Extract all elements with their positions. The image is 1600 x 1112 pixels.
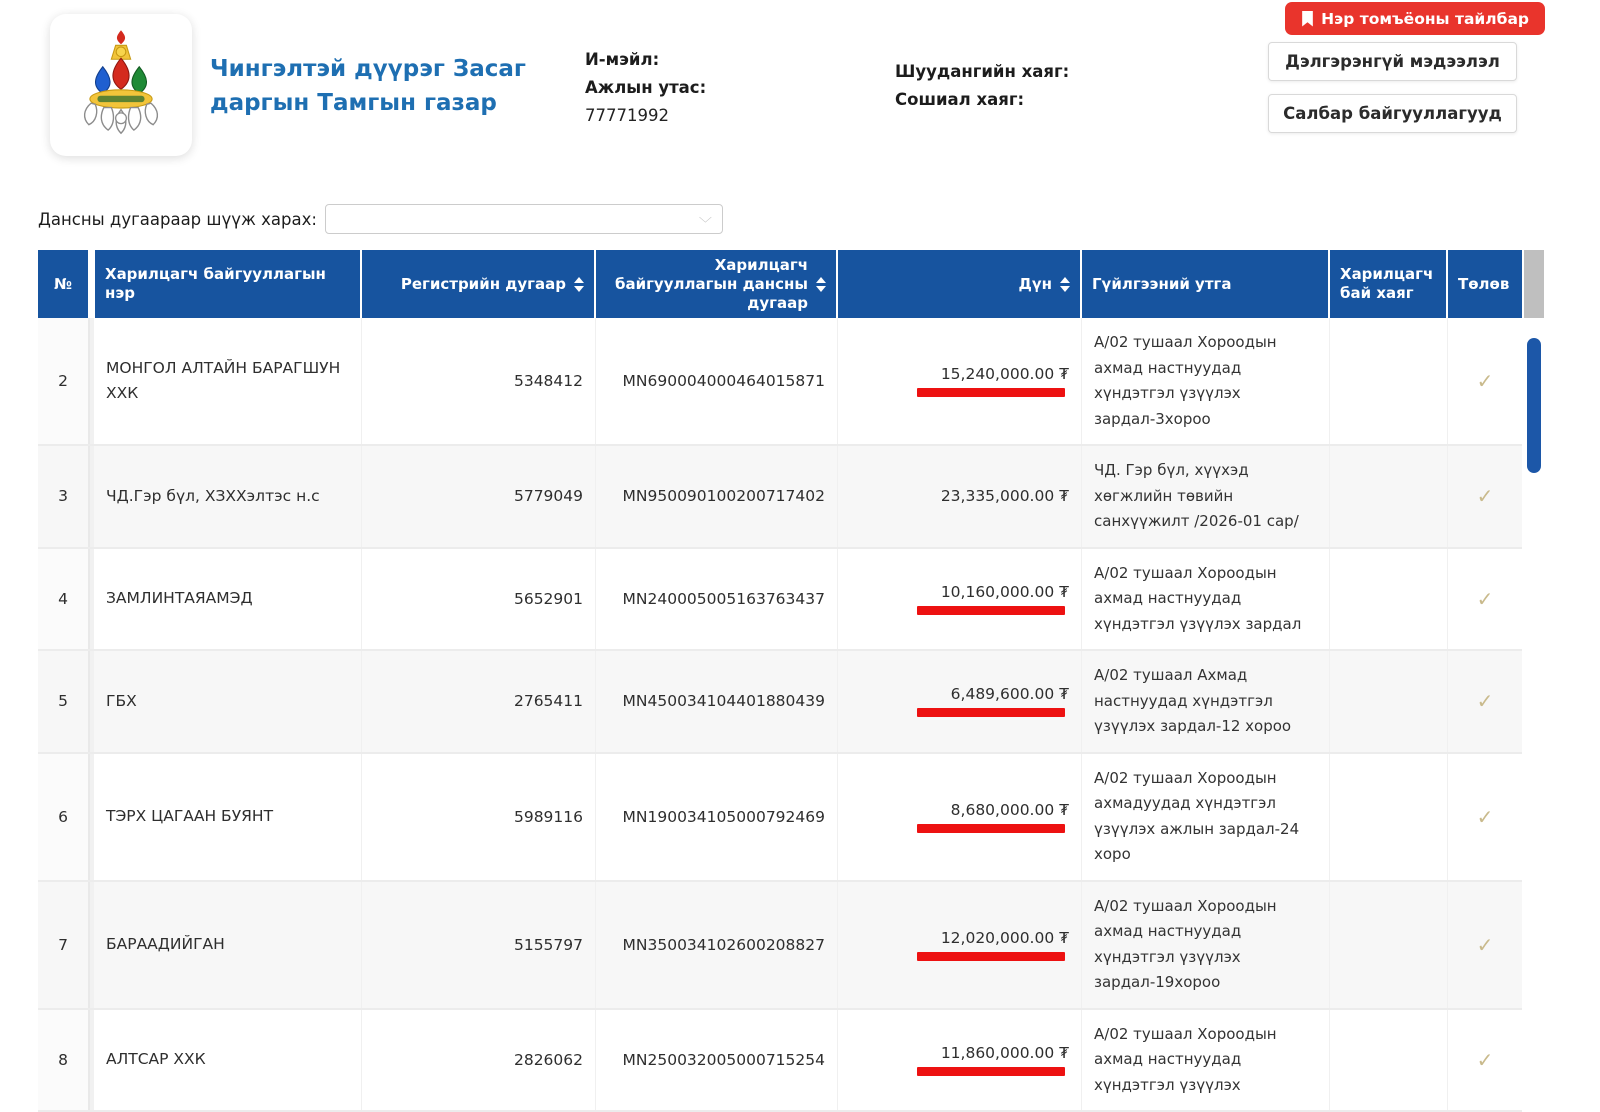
table-row[interactable] bbox=[38, 651, 1522, 754]
address-cell bbox=[1330, 549, 1448, 650]
table-header-row bbox=[38, 250, 1522, 318]
account-number-cell: MN190034105000792469 bbox=[596, 754, 838, 880]
scrollbar-track-segment bbox=[1524, 250, 1544, 318]
org-name-cell: ГБХ bbox=[90, 651, 362, 752]
chevron-down-icon: ﹀ bbox=[699, 213, 712, 232]
address-cell bbox=[1330, 882, 1448, 1008]
col-header-address[interactable]: Харилцагч бай хаяг bbox=[1330, 250, 1448, 318]
sort-icon[interactable] bbox=[816, 277, 826, 292]
amount-cell bbox=[838, 651, 1082, 752]
org-name-cell: ТЭРХ ЦАГААН БУЯНТ bbox=[90, 754, 362, 880]
social-label: Сошиал хаяг: bbox=[895, 86, 1069, 114]
amount-value: 15,240,000.00 ₮ bbox=[941, 365, 1069, 383]
amount-underline bbox=[917, 1067, 1065, 1076]
amount-cell bbox=[838, 882, 1082, 1008]
status-cell bbox=[1448, 754, 1522, 880]
transaction-description-cell: А/02 тушаал Хороодын ахмад настнуудад хүндэтгэл үзүүлэх зардал-3хороо bbox=[1082, 318, 1330, 444]
address-cell bbox=[1330, 1010, 1448, 1111]
col-header-amount-label: Дүн bbox=[1018, 275, 1052, 294]
amount-underline bbox=[917, 708, 1065, 717]
amount-value: 10,160,000.00 ₮ bbox=[941, 583, 1069, 601]
col-header-register[interactable] bbox=[362, 250, 596, 318]
transaction-description-cell: А/02 тушаал Хороодын ахмад настнуудад хүндэтгэл үзүүлэх зардал bbox=[1082, 549, 1330, 650]
glossary-button-label: Нэр томъёоны тайлбар bbox=[1321, 10, 1529, 28]
status-cell bbox=[1448, 446, 1522, 547]
account-number-cell: MN450034104401880439 bbox=[596, 651, 838, 752]
sort-icon[interactable] bbox=[574, 277, 584, 292]
contact-block-secondary bbox=[895, 58, 1069, 114]
org-name-cell: МОНГОЛ АЛТАЙН БАРАГШУН ХХК bbox=[90, 318, 362, 444]
org-logo bbox=[50, 14, 192, 156]
table-row[interactable] bbox=[38, 446, 1522, 549]
org-name-cell: ЗАМЛИНТАЯАМЭД bbox=[90, 549, 362, 650]
account-number-cell: MN950090100200717402 bbox=[596, 446, 838, 547]
amount-cell bbox=[838, 1010, 1082, 1111]
amount-value: 23,335,000.00 ₮ bbox=[941, 487, 1069, 505]
address-cell bbox=[1330, 651, 1448, 752]
header bbox=[0, 0, 1600, 178]
phone-value: 77771992 bbox=[585, 102, 706, 130]
amount-value: 6,489,600.00 ₮ bbox=[951, 685, 1069, 703]
account-number-cell: MN250032005000715254 bbox=[596, 1010, 838, 1111]
col-header-number: № bbox=[38, 250, 90, 318]
amount-cell bbox=[838, 754, 1082, 880]
org-name-cell: АЛТСАР ХХК bbox=[90, 1010, 362, 1111]
register-number-cell: 5652901 bbox=[362, 549, 596, 650]
transaction-description-cell: А/02 тушаал Хороодын ахмад настнуудад хүндэтгэл үзүүлэх зардал-19хороо bbox=[1082, 882, 1330, 1008]
amount-underline bbox=[917, 952, 1065, 961]
branches-button[interactable]: Салбар байгууллагууд bbox=[1268, 94, 1517, 133]
account-filter-select[interactable] bbox=[325, 204, 723, 234]
table-row[interactable] bbox=[38, 882, 1522, 1010]
check-icon: ✓ bbox=[1477, 1048, 1494, 1072]
status-cell bbox=[1448, 882, 1522, 1008]
transaction-description-cell: ЧД. Гэр бүл, хүүхэд хөгжлийн төвийн санхүүжилт /2026-01 сар/ bbox=[1082, 446, 1330, 547]
register-number-cell: 5779049 bbox=[362, 446, 596, 547]
row-number-cell: 4 bbox=[38, 549, 90, 650]
row-number-cell: 5 bbox=[38, 651, 90, 752]
col-header-amount[interactable] bbox=[838, 250, 1082, 318]
address-cell bbox=[1330, 754, 1448, 880]
amount-cell bbox=[838, 318, 1082, 444]
org-name-cell: ЧД.Гэр бүл, ХЗХХэлтэс н.с bbox=[90, 446, 362, 547]
bookmark-icon bbox=[1301, 11, 1314, 27]
row-number-cell: 7 bbox=[38, 882, 90, 1008]
account-number-cell: MN350034102600208827 bbox=[596, 882, 838, 1008]
row-number-cell: 3 bbox=[38, 446, 90, 547]
account-number-cell: MN690004000464015871 bbox=[596, 318, 838, 444]
contact-block-primary bbox=[585, 46, 706, 130]
vertical-scrollbar[interactable] bbox=[1524, 250, 1544, 1025]
table-row[interactable] bbox=[38, 318, 1522, 446]
check-icon: ✓ bbox=[1477, 587, 1494, 611]
details-button[interactable]: Дэлгэрэнгүй мэдээлэл bbox=[1268, 42, 1517, 81]
col-header-account-label: Харилцагч байгууллагын дансны дугаар bbox=[606, 256, 808, 313]
col-header-account[interactable] bbox=[596, 250, 838, 318]
register-number-cell: 5155797 bbox=[362, 882, 596, 1008]
filter-row bbox=[38, 204, 723, 234]
register-number-cell: 2765411 bbox=[362, 651, 596, 752]
col-header-org-name[interactable]: Харилцагч байгууллагын нэр bbox=[90, 250, 362, 318]
row-number-cell: 8 bbox=[38, 1010, 90, 1111]
org-emblem-icon bbox=[67, 26, 175, 144]
postal-label: Шуудангийн хаяг: bbox=[895, 58, 1069, 86]
check-icon: ✓ bbox=[1477, 805, 1494, 829]
amount-value: 11,860,000.00 ₮ bbox=[941, 1044, 1069, 1062]
filter-label: Дансны дугаараар шүүж харах: bbox=[38, 210, 317, 229]
glossary-button[interactable] bbox=[1285, 2, 1545, 35]
table-row[interactable] bbox=[38, 549, 1522, 652]
amount-underline bbox=[917, 824, 1065, 833]
row-number-cell: 6 bbox=[38, 754, 90, 880]
table-body bbox=[38, 318, 1522, 1112]
amount-value: 12,020,000.00 ₮ bbox=[941, 929, 1069, 947]
register-number-cell: 2826062 bbox=[362, 1010, 596, 1111]
amount-cell bbox=[838, 549, 1082, 650]
transaction-description-cell: А/02 тушаал Ахмад настнуудад хүндэтгэл үзүүлэх зардал-12 хороо bbox=[1082, 651, 1330, 752]
account-number-cell: MN240005005163763437 bbox=[596, 549, 838, 650]
status-cell bbox=[1448, 1010, 1522, 1111]
transactions-table bbox=[38, 250, 1522, 1112]
status-cell bbox=[1448, 318, 1522, 444]
org-name-cell: БАРААДИЙГАН bbox=[90, 882, 362, 1008]
amount-cell bbox=[838, 446, 1082, 547]
scrollbar-thumb[interactable] bbox=[1527, 338, 1541, 473]
page-title: Чингэлтэй дүүрэг Засаг даргын Тамгын газар bbox=[210, 52, 540, 120]
col-header-status[interactable]: Төлөв bbox=[1448, 250, 1522, 318]
table-row[interactable] bbox=[38, 1010, 1522, 1112]
address-cell bbox=[1330, 318, 1448, 444]
check-icon: ✓ bbox=[1477, 369, 1494, 393]
address-cell bbox=[1330, 446, 1448, 547]
check-icon: ✓ bbox=[1477, 484, 1494, 508]
check-icon: ✓ bbox=[1477, 933, 1494, 957]
amount-value: 8,680,000.00 ₮ bbox=[951, 801, 1069, 819]
check-icon: ✓ bbox=[1477, 689, 1494, 713]
register-number-cell: 5348412 bbox=[362, 318, 596, 444]
sort-icon[interactable] bbox=[1060, 277, 1070, 292]
amount-underline bbox=[917, 388, 1065, 397]
col-header-register-label: Регистрийн дугаар bbox=[401, 275, 566, 294]
col-header-description[interactable]: Гүйлгээний утга bbox=[1082, 250, 1330, 318]
amount-underline bbox=[917, 606, 1065, 615]
status-cell bbox=[1448, 651, 1522, 752]
transaction-description-cell: А/02 тушаал Хороодын ахмадуудад хүндэтгэл үзүүлэх ажлын зардал-24 хоро bbox=[1082, 754, 1330, 880]
status-cell bbox=[1448, 549, 1522, 650]
email-label: И-мэйл: bbox=[585, 46, 706, 74]
table-row[interactable] bbox=[38, 754, 1522, 882]
register-number-cell: 5989116 bbox=[362, 754, 596, 880]
transaction-description-cell: А/02 тушаал Хороодын ахмад настнуудад хүндэтгэл үзүүлэх bbox=[1082, 1010, 1330, 1111]
phone-label: Ажлын утас: bbox=[585, 74, 706, 102]
row-number-cell: 2 bbox=[38, 318, 90, 444]
